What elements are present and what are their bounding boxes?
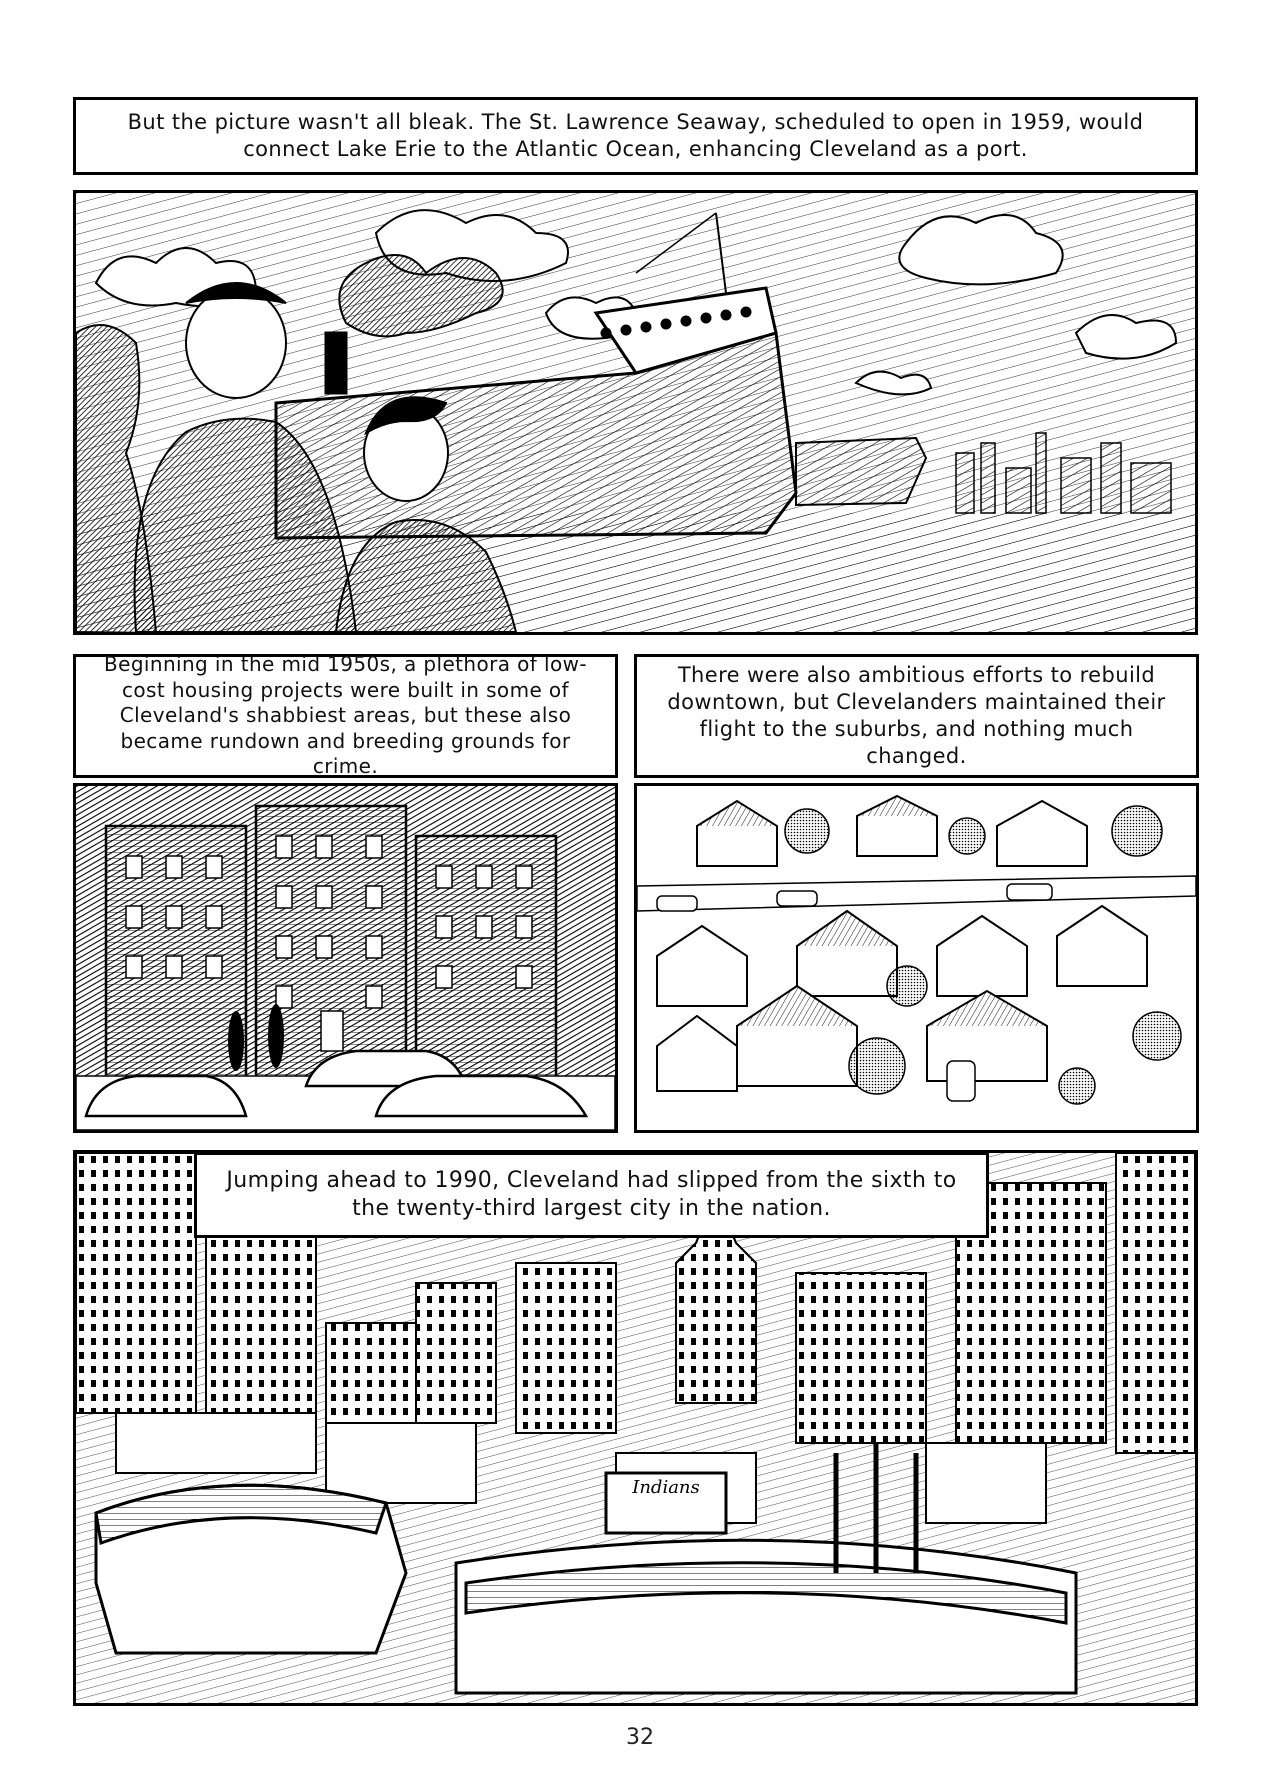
caption-seaway-text: But the picture wasn't all bleak. The St. Lawrence Seaway, scheduled to open in 1959, would connect Lake Erie to the Atlantic Ocean, enhancing Cleveland as a port.	[127, 110, 1144, 161]
caption-1990-text: Jumping ahead to 1990, Cleveland had slipped from the sixth to the twenty-third largest city in the nation.	[226, 1167, 957, 1221]
caption-housing-projects	[73, 654, 618, 778]
panel-suburbs	[634, 783, 1199, 1133]
caption-housing-projects-text: Beginning in the mid 1950s, a plethora of low-cost housing projects were built in some of Cleveland's shabbiest areas, but these also became rundown and breeding grounds for crime.	[104, 652, 587, 779]
panel-freighter	[73, 190, 1198, 635]
housing-projects-illustration	[76, 786, 615, 1130]
caption-suburbs-text: There were also ambitious efforts to rebuild downtown, but Clevelanders maintained their flight to the suburbs, and nothing much changed.	[667, 663, 1166, 768]
suburbs-illustration	[637, 786, 1196, 1130]
caption-1990	[194, 1152, 989, 1238]
arena	[96, 1485, 406, 1653]
indians-sign: Indians	[632, 1477, 700, 1498]
freighter-illustration	[76, 193, 1195, 632]
panel-housing-projects	[73, 783, 618, 1133]
second-ship	[796, 438, 926, 505]
caption-seaway	[73, 97, 1198, 175]
page-number: 32	[626, 1725, 654, 1750]
caption-suburbs	[634, 654, 1199, 778]
